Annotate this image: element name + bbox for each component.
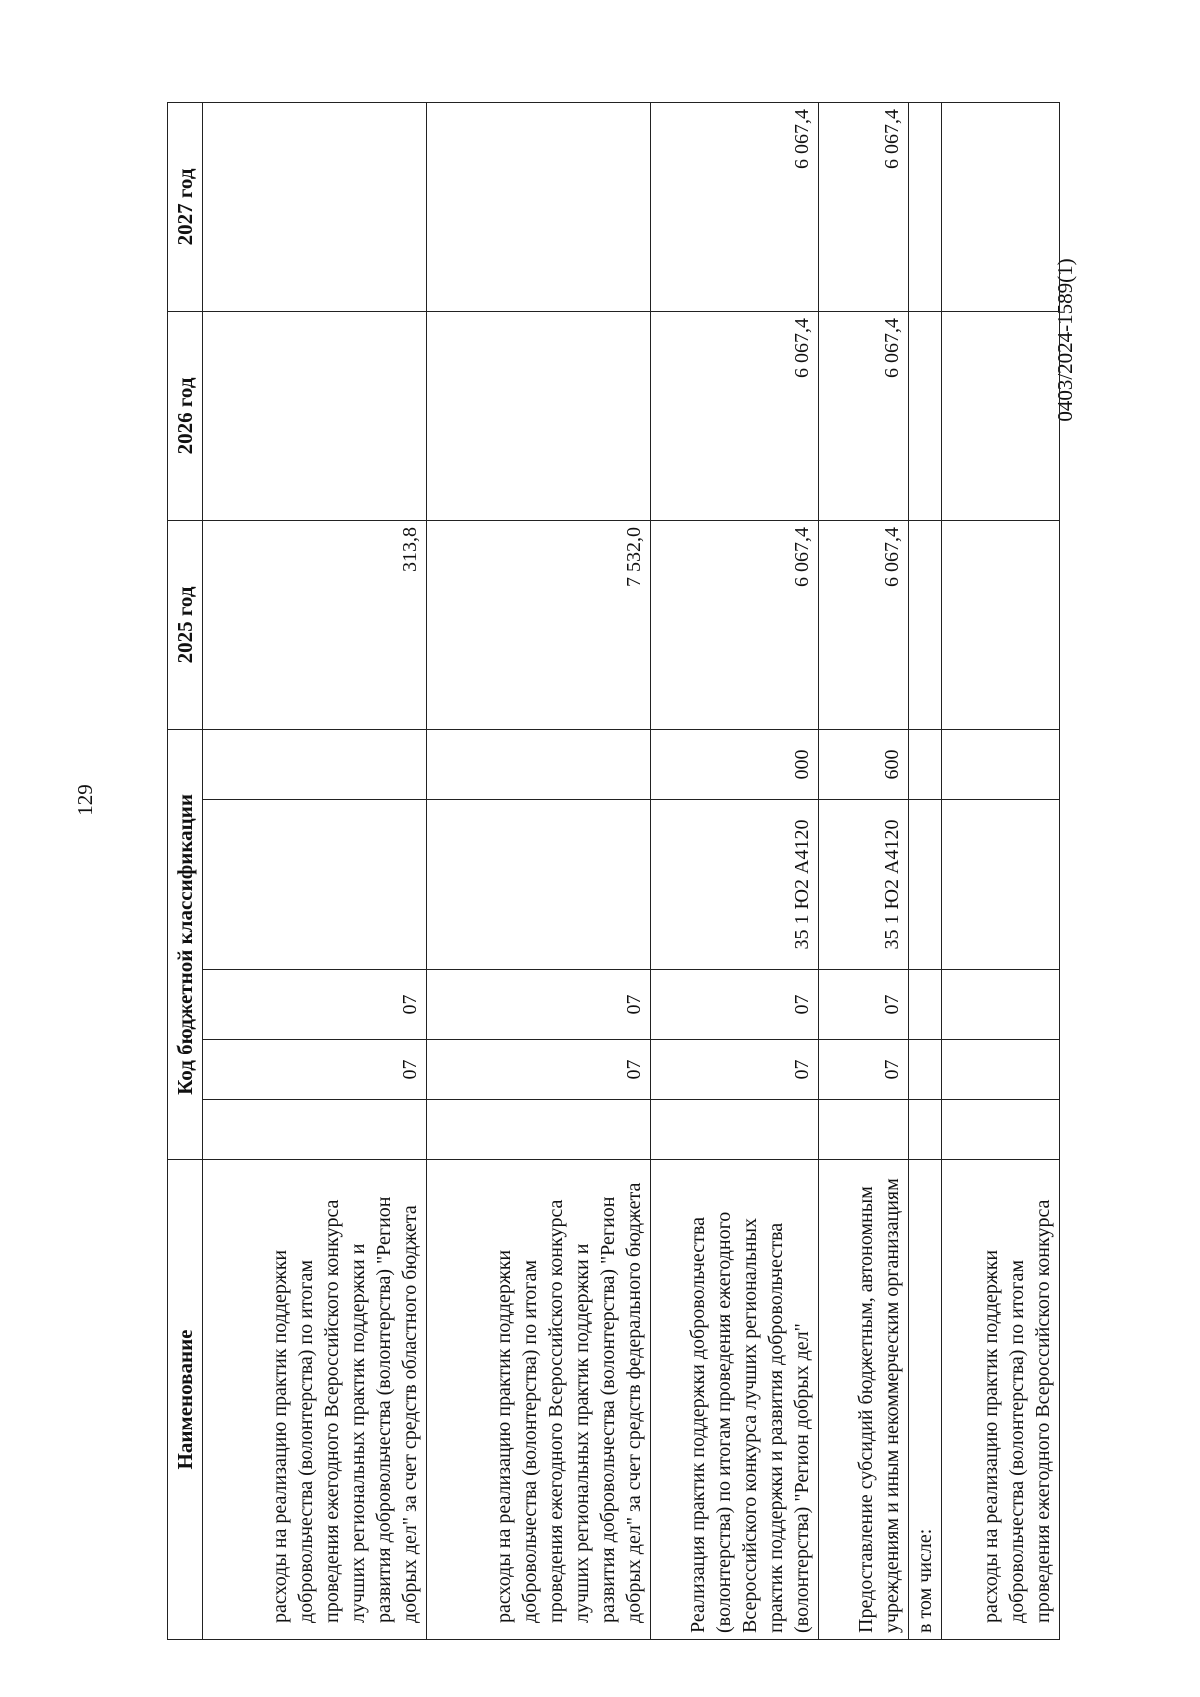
- code-section: 07: [651, 1040, 819, 1100]
- table-row: [427, 102, 651, 1639]
- page-number: 129: [72, 784, 97, 816]
- code-gp: [819, 1100, 909, 1160]
- code-target: 35 1 Ю2 А4120: [819, 800, 909, 970]
- value-2025: [909, 520, 942, 729]
- table-row: [819, 102, 909, 1639]
- value-2025: 313,8: [203, 520, 427, 729]
- value-2025: 6 067,4: [651, 520, 819, 729]
- code-expense-type: [427, 729, 651, 799]
- value-2027: [909, 102, 942, 311]
- value-2026: 6 067,4: [651, 311, 819, 520]
- row-name: Предоставление субсидий бюджетным, автономным учреждениям и иным некоммерческим организациям: [819, 1160, 909, 1640]
- code-gp: [942, 1100, 1060, 1160]
- code-gp: [651, 1100, 819, 1160]
- code-expense-type: [909, 729, 942, 799]
- table-row: [203, 102, 427, 1639]
- code-expense-type: [203, 729, 427, 799]
- row-name: расходы на реализацию практик поддержки добровольчества (волонтерства) по итогам проведения ежегодного Всероссийского конкурса лучших региональных практик поддержки и развития добровольчества (волонтерства) "Регион добрых дел" за счет средств федерального бюджета: [427, 1160, 651, 1640]
- budget-table-container: [167, 103, 1054, 1640]
- value-2027: [203, 102, 427, 311]
- code-subsection: 07: [203, 970, 427, 1040]
- header-2027: 2027 год: [168, 102, 203, 311]
- row-name: расходы на реализацию практик поддержки добровольчества (волонтерства) по итогам проведения ежегодного Всероссийского конкурса: [942, 1160, 1060, 1640]
- code-target: [942, 800, 1060, 970]
- value-2027: [942, 102, 1060, 311]
- row-name: в том числе:: [909, 1160, 942, 1640]
- header-2026: 2026 год: [168, 311, 203, 520]
- value-2026: [427, 311, 651, 520]
- code-gp: [909, 1100, 942, 1160]
- code-target: [427, 800, 651, 970]
- value-2025: 6 067,4: [819, 520, 909, 729]
- value-2027: 6 067,4: [819, 102, 909, 311]
- code-expense-type: 000: [651, 729, 819, 799]
- value-2026: [203, 311, 427, 520]
- row-name: Реализация практик поддержки добровольчества (волонтерства) по итогам проведения ежегодного Всероссийского конкурса лучших региональных практик поддержки и развития добровольчества (волонтерства) "Регион добрых дел": [651, 1160, 819, 1640]
- code-expense-type: 600: [819, 729, 909, 799]
- table-row: [651, 102, 819, 1639]
- header-code: Код бюджетной классификации: [168, 729, 203, 1159]
- code-section: 07: [819, 1040, 909, 1100]
- code-subsection: [909, 970, 942, 1040]
- code-subsection: 07: [819, 970, 909, 1040]
- code-gp: [203, 1100, 427, 1160]
- header-2025: 2025 год: [168, 520, 203, 729]
- value-2025: 7 532,0: [427, 520, 651, 729]
- code-section: 07: [203, 1040, 427, 1100]
- value-2027: [427, 102, 651, 311]
- budget-table: [167, 102, 1060, 1640]
- table-row: [909, 102, 942, 1639]
- value-2026: 6 067,4: [819, 311, 909, 520]
- code-section: [942, 1040, 1060, 1100]
- code-target: 35 1 Ю2 А4120: [651, 800, 819, 970]
- value-2026: [942, 311, 1060, 520]
- row-name: расходы на реализацию практик поддержки добровольчества (волонтерства) по итогам проведения ежегодного Всероссийского конкурса лучших региональных практик поддержки и развития добровольчества (волонтерства) "Регион добрых дел" за счет средств областного бюджета: [203, 1160, 427, 1640]
- code-subsection: 07: [427, 970, 651, 1040]
- code-gp: [427, 1100, 651, 1160]
- document-code: 0403/2024-1589(1): [1052, 258, 1077, 422]
- code-target: [909, 800, 942, 970]
- code-section: [909, 1040, 942, 1100]
- code-section: 07: [427, 1040, 651, 1100]
- code-subsection: 07: [651, 970, 819, 1040]
- value-2025: [942, 520, 1060, 729]
- value-2027: 6 067,4: [651, 102, 819, 311]
- table-row: [942, 102, 1060, 1639]
- code-target: [203, 800, 427, 970]
- header-row: [168, 102, 203, 1639]
- header-name: Наименование: [168, 1160, 203, 1640]
- code-subsection: [942, 970, 1060, 1040]
- value-2026: [909, 311, 942, 520]
- code-expense-type: [942, 729, 1060, 799]
